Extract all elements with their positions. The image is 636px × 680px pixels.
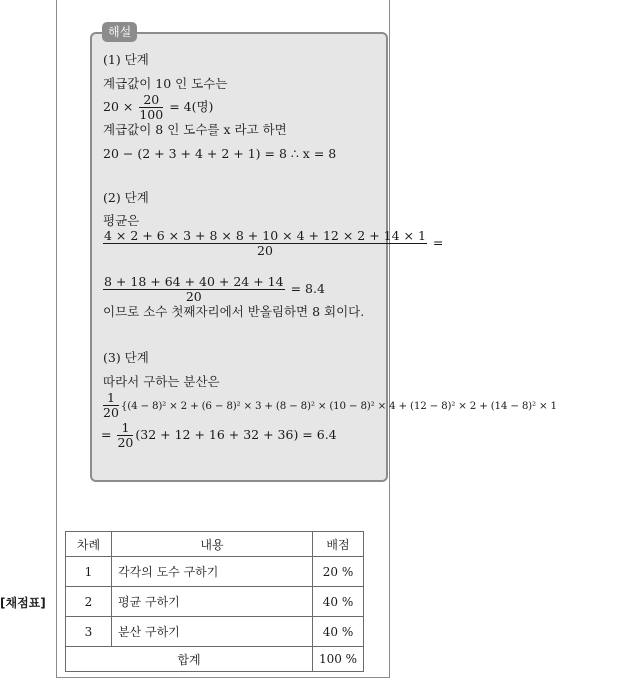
row-order: 2 [66, 587, 112, 617]
step3-variance-line [101, 390, 557, 421]
step2-mean-fraction-line [101, 228, 443, 258]
step3-fraction-2 [117, 421, 133, 450]
step2-frac1-post: = [432, 235, 444, 250]
total-points: 100 % [313, 647, 364, 672]
step3-line1: 따라서 구하는 분산은 [103, 374, 220, 389]
step1-frac-den: 100 [139, 107, 164, 122]
step2-frac2-post: = 8.4 [290, 281, 325, 296]
row-content: 평균 구하기 [112, 587, 313, 617]
row-points: 40 % [313, 587, 364, 617]
table-row [66, 557, 364, 587]
step3-f2-pre: = [101, 427, 112, 442]
step2-heading: (2) 단계 [103, 190, 149, 205]
step2-conclusion: 이므로 소수 첫째자리에서 반올림하면 8 회이다. [103, 304, 365, 319]
step3-heading: (3) 단계 [103, 350, 149, 365]
row-points: 40 % [313, 617, 364, 647]
step2-fraction-2 [103, 275, 285, 304]
row-order: 3 [66, 617, 112, 647]
step3-f1-num: 1 [103, 391, 119, 406]
step2-frac2-num: 8 + 18 + 64 + 40 + 24 + 14 [104, 274, 284, 289]
table-total-row [66, 647, 364, 672]
step3-result-line [101, 420, 337, 450]
table-row [66, 587, 364, 617]
step2-result-line [101, 274, 325, 304]
row-order: 1 [66, 557, 112, 587]
header-points: 배점 [313, 532, 364, 557]
solution-tag: 해설 [102, 22, 137, 42]
row-content: 각각의 도수 구하기 [112, 557, 313, 587]
table-row [66, 617, 364, 647]
scoring-label: [채점표] [0, 596, 46, 610]
step3-f2-den: 20 [117, 435, 134, 450]
step1-frac-num: 20 [139, 93, 163, 108]
step3-f2-num: 1 [117, 421, 133, 436]
step2-frac1-num: 4 × 2 + 6 × 3 + 8 × 8 + 10 × 4 + 12 × 2 + 14 × 1 [104, 228, 426, 243]
step2-frac1-den: 20 [257, 243, 273, 258]
step2-frac2-den: 20 [185, 289, 202, 304]
step3-f1-post: {(4 − 8)² × 2 + (6 − 8)² × 3 + (8 − 8)² × (10 − 8)² × 4 + (12 − 8)² × 2 + (14 − 8)² × 1 [120, 400, 557, 412]
step3-f1-den: 20 [103, 405, 119, 420]
row-content: 분산 구하기 [112, 617, 313, 647]
row-points: 20 % [313, 557, 364, 587]
step1-line4: 20 − (2 + 3 + 4 + 2 + 1) = 8 ∴ x = 8 [103, 146, 337, 161]
step3-f2-post: (32 + 12 + 16 + 32 + 36) = 6.4 [135, 427, 337, 442]
step1-line2 [103, 92, 213, 122]
header-content: 내용 [112, 532, 313, 557]
step2-fraction-1 [103, 229, 427, 258]
step1-line1: 계급값이 10 인 도수는 [103, 76, 228, 91]
header-order: 차례 [66, 532, 112, 557]
step1-line3: 계급값이 8 인 도수를 x 라고 하면 [103, 122, 287, 137]
step1-heading: (1) 단계 [103, 52, 149, 67]
table-header-row [66, 532, 364, 557]
total-label: 합계 [66, 647, 313, 672]
step1-line2-post: = 4(명) [169, 99, 214, 114]
step2-line1: 평균은 [103, 213, 140, 228]
scoring-table [65, 531, 364, 672]
step3-fraction-1 [103, 391, 119, 420]
step1-fraction [139, 93, 163, 122]
step1-line2-pre: 20 × [103, 99, 134, 114]
